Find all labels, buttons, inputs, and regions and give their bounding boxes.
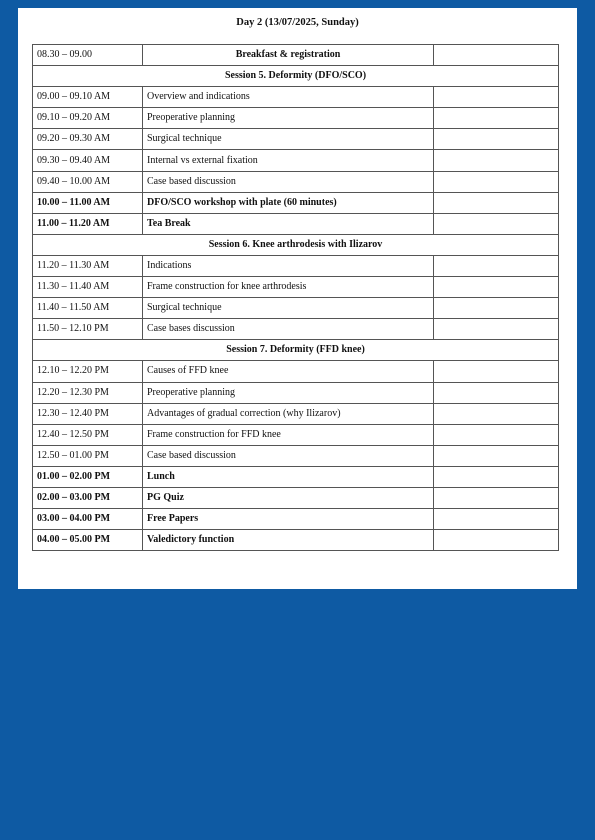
activity-cell: Case based discussion (143, 171, 434, 192)
time-cell: 04.00 – 05.00 PM (33, 530, 143, 551)
activity-cell: Tea Break (143, 213, 434, 234)
notes-cell (434, 382, 559, 403)
notes-cell (434, 171, 559, 192)
time-cell: 09.20 – 09.30 AM (33, 129, 143, 150)
notes-cell (434, 45, 559, 66)
schedule-row (33, 382, 559, 403)
time-cell: 09.00 – 09.10 AM (33, 87, 143, 108)
activity-cell: Case bases discussion (143, 319, 434, 340)
schedule-document (18, 8, 577, 589)
schedule-row (33, 277, 559, 298)
activity-cell: Frame construction for FFD knee (143, 424, 434, 445)
notes-cell (434, 319, 559, 340)
time-cell: 11.50 – 12.10 PM (33, 319, 143, 340)
day-title: Day 2 (13/07/2025, Sunday) (236, 17, 359, 28)
time-cell: 12.40 – 12.50 PM (33, 424, 143, 445)
activity-cell: Case based discussion (143, 445, 434, 466)
time-cell: 03.00 – 04.00 PM (33, 509, 143, 530)
time-cell: 12.10 – 12.20 PM (33, 361, 143, 382)
schedule-row (33, 445, 559, 466)
activity-cell: Overview and indications (143, 87, 434, 108)
notes-cell (434, 213, 559, 234)
time-cell: 01.00 – 02.00 PM (33, 466, 143, 487)
schedule-row (33, 171, 559, 192)
session-title: Session 7. Deformity (FFD knee) (33, 340, 559, 361)
time-cell: 12.30 – 12.40 PM (33, 403, 143, 424)
activity-cell: Indications (143, 255, 434, 276)
session-title: Session 6. Knee arthrodesis with Ilizarov (33, 234, 559, 255)
activity-cell: DFO/SCO workshop with plate (60 minutes) (143, 192, 434, 213)
schedule-row (33, 129, 559, 150)
schedule-row (33, 192, 559, 213)
time-cell: 08.30 – 09.00 (33, 45, 143, 66)
notes-cell (434, 255, 559, 276)
schedule-row (33, 298, 559, 319)
session-title: Session 5. Deformity (DFO/SCO) (33, 66, 559, 87)
schedule-row (33, 87, 559, 108)
notes-cell (434, 192, 559, 213)
notes-cell (434, 424, 559, 445)
time-cell: 11.30 – 11.40 AM (33, 277, 143, 298)
session-header-row (33, 66, 559, 87)
time-cell: 12.20 – 12.30 PM (33, 382, 143, 403)
schedule-row (33, 424, 559, 445)
schedule-row (33, 319, 559, 340)
notes-cell (434, 466, 559, 487)
notes-cell (434, 150, 559, 171)
activity-cell: Free Papers (143, 509, 434, 530)
schedule-row (33, 509, 559, 530)
schedule-row (33, 45, 559, 66)
notes-cell (434, 445, 559, 466)
session-header-row (33, 340, 559, 361)
schedule-row (33, 361, 559, 382)
activity-cell: Surgical technique (143, 298, 434, 319)
activity-cell: Causes of FFD knee (143, 361, 434, 382)
activity-cell: Valedictory function (143, 530, 434, 551)
time-cell: 02.00 – 03.00 PM (33, 487, 143, 508)
time-cell: 11.20 – 11.30 AM (33, 255, 143, 276)
schedule-row (33, 487, 559, 508)
activity-cell: Frame construction for knee arthrodesis (143, 277, 434, 298)
session-header-row (33, 234, 559, 255)
notes-cell (434, 361, 559, 382)
activity-cell: Breakfast & registration (143, 45, 434, 66)
notes-cell (434, 298, 559, 319)
time-cell: 11.00 – 11.20 AM (33, 213, 143, 234)
notes-cell (434, 108, 559, 129)
schedule-table-body (33, 45, 559, 551)
time-cell: 09.10 – 09.20 AM (33, 108, 143, 129)
activity-cell: Internal vs external fixation (143, 150, 434, 171)
activity-cell: Advantages of gradual correction (why Ilizarov) (143, 403, 434, 424)
schedule-row (33, 255, 559, 276)
notes-cell (434, 509, 559, 530)
time-cell: 10.00 – 11.00 AM (33, 192, 143, 213)
schedule-row (33, 403, 559, 424)
schedule-row (33, 213, 559, 234)
schedule-table (32, 44, 559, 551)
activity-cell: Lunch (143, 466, 434, 487)
schedule-row (33, 466, 559, 487)
notes-cell (434, 487, 559, 508)
activity-cell: PG Quiz (143, 487, 434, 508)
time-cell: 09.40 – 10.00 AM (33, 171, 143, 192)
activity-cell: Preoperative planning (143, 108, 434, 129)
activity-cell: Preoperative planning (143, 382, 434, 403)
notes-cell (434, 87, 559, 108)
notes-cell (434, 277, 559, 298)
time-cell: 11.40 – 11.50 AM (33, 298, 143, 319)
schedule-row (33, 108, 559, 129)
time-cell: 09.30 – 09.40 AM (33, 150, 143, 171)
notes-cell (434, 129, 559, 150)
notes-cell (434, 530, 559, 551)
schedule-row (33, 150, 559, 171)
activity-cell: Surgical technique (143, 129, 434, 150)
time-cell: 12.50 – 01.00 PM (33, 445, 143, 466)
schedule-row (33, 530, 559, 551)
notes-cell (434, 403, 559, 424)
